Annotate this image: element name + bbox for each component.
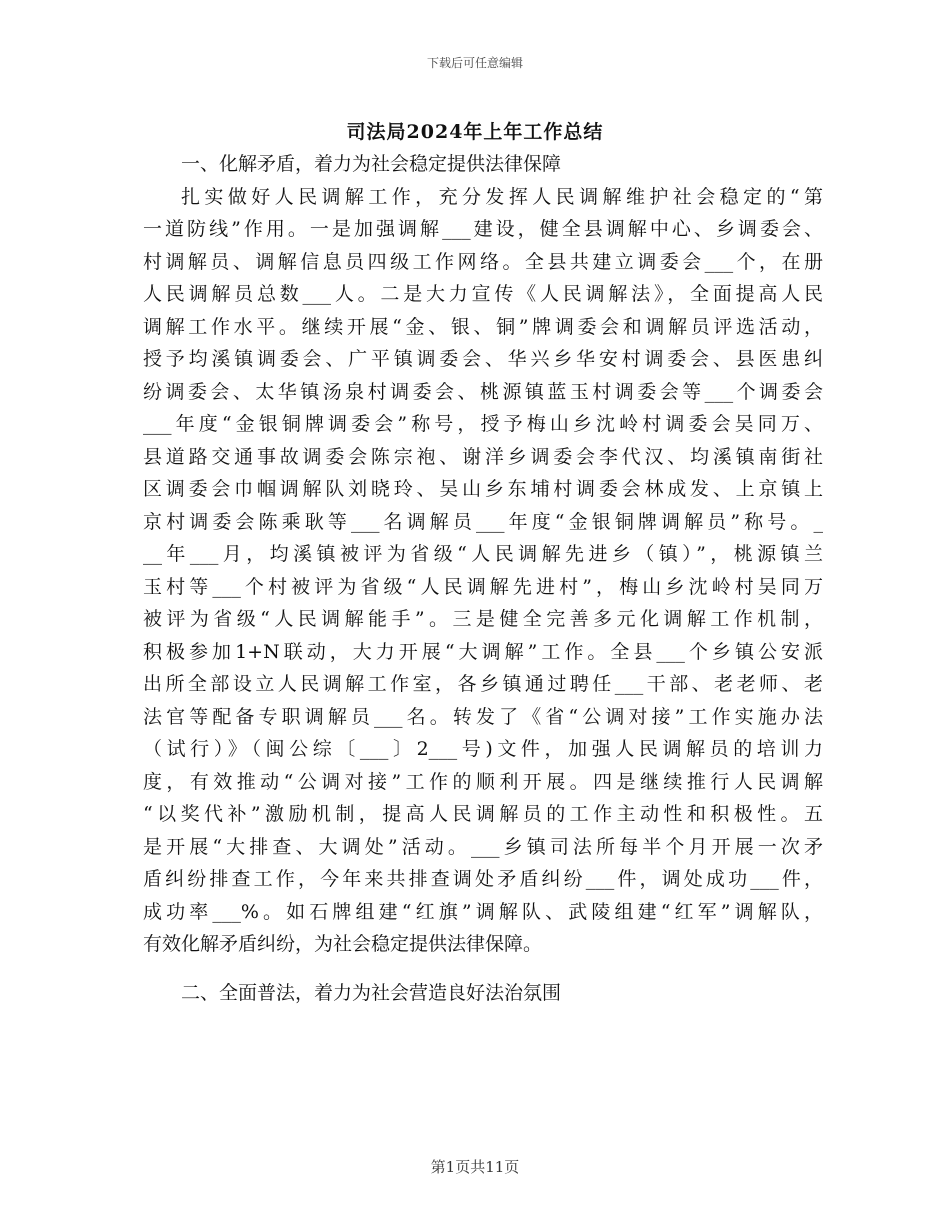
paragraph-line: __年___月，均溪镇被评为省级“人民调解先进乡（镇）”，桃源镇兰 <box>143 543 823 565</box>
paragraph-line: 度，有效推动“公调对接”工作的顺利开展。四是继续推行人民调解 <box>143 770 823 793</box>
paragraph-spacer <box>143 961 823 977</box>
paragraph-line: 纷调委会、太华镇汤泉村调委会、桃源镇蓝玉村调委会等___个调委会 <box>143 380 823 403</box>
section-heading: 一、化解矛盾，着力为社会稳定提供法律保障 <box>181 153 562 175</box>
paragraph-line: 人民调解员总数___人。二是大力宣传《人民调解法》，全面提高人民 <box>143 283 823 305</box>
document-body <box>143 148 823 1009</box>
paragraph-line: 法官等配备专职调解员___名。转发了《省“公调对接”工作实施办法 <box>143 705 823 728</box>
paragraph-line: 出所全部设立人民调解工作室，各乡镇通过聘任___干部、老老师、老 <box>143 673 823 695</box>
document-title: 司法局2024年上年工作总结 <box>346 121 604 143</box>
paragraph-line: 县道路交通事故调委会陈宗袍、谢洋乡调委会李代汉、均溪镇南街社 <box>143 445 823 468</box>
page-header-note: 下载后可任意编辑 <box>426 56 523 70</box>
paragraph-line: 授予均溪镇调委会、广平镇调委会、华兴乡华安村调委会、县医患纠 <box>143 348 823 370</box>
page-footer-pagination: 第1页共11页 <box>430 1158 520 1176</box>
paragraph-line: 被评为省级“人民调解能手”。三是健全完善多元化调解工作机制， <box>143 608 823 630</box>
paragraph <box>143 181 823 961</box>
paragraph-line: 盾纠纷排查工作，今年来共排查调处矛盾纠纷___件，调处成功___件， <box>143 868 823 890</box>
paragraph-line: 一道防线”作用。一是加强调解___建设，健全县调解中心、乡调委会、 <box>143 218 823 240</box>
paragraph-line: （试行）》（闽公综〔___〕2___号)文件，加强人民调解员的培训力 <box>143 738 823 760</box>
paragraph-line: ___年度“金银铜牌调委会”称号，授予梅山乡沈岭村调委会吴同万、 <box>143 413 823 435</box>
paragraph-line: 积极参加1+N联动，大力开展“大调解”工作。全县___个乡镇公安派 <box>143 640 823 663</box>
paragraph-line: 成功率___%。如石牌组建“红旗”调解队、武陵组建“红军”调解队， <box>143 900 823 923</box>
paragraph-line: 区调委会巾帼调解队刘晓玲、吴山乡东埔村调委会林成发、上京镇上 <box>143 478 823 500</box>
paragraph-line: 玉村等___个村被评为省级“人民调解先进村”，梅山乡沈岭村吴同万 <box>143 575 823 598</box>
paragraph-line: 调解工作水平。继续开展“金、银、铜”牌调委会和调解员评选活动， <box>143 315 823 338</box>
paragraph-line: 是开展“大排查、大调处”活动。___乡镇司法所每半个月开展一次矛 <box>143 835 823 858</box>
paragraph-line: 有效化解矛盾纠纷，为社会稳定提供法律保障。 <box>143 933 543 955</box>
section-heading: 二、全面普法，着力为社会营造良好法治氛围 <box>181 981 562 1004</box>
paragraph-line: “以奖代补”激励机制，提高人民调解员的工作主动性和积极性。五 <box>143 803 823 825</box>
paragraph-line: 村调解员、调解信息员四级工作网络。全县共建立调委会___个，在册 <box>143 250 823 273</box>
paragraph-line: 扎实做好人民调解工作，充分发挥人民调解维护社会稳定的“第 <box>181 185 823 208</box>
paragraph-line: 京村调委会陈乘耿等___名调解员___年度“金银铜牌调解员”称号。_ <box>143 510 823 533</box>
